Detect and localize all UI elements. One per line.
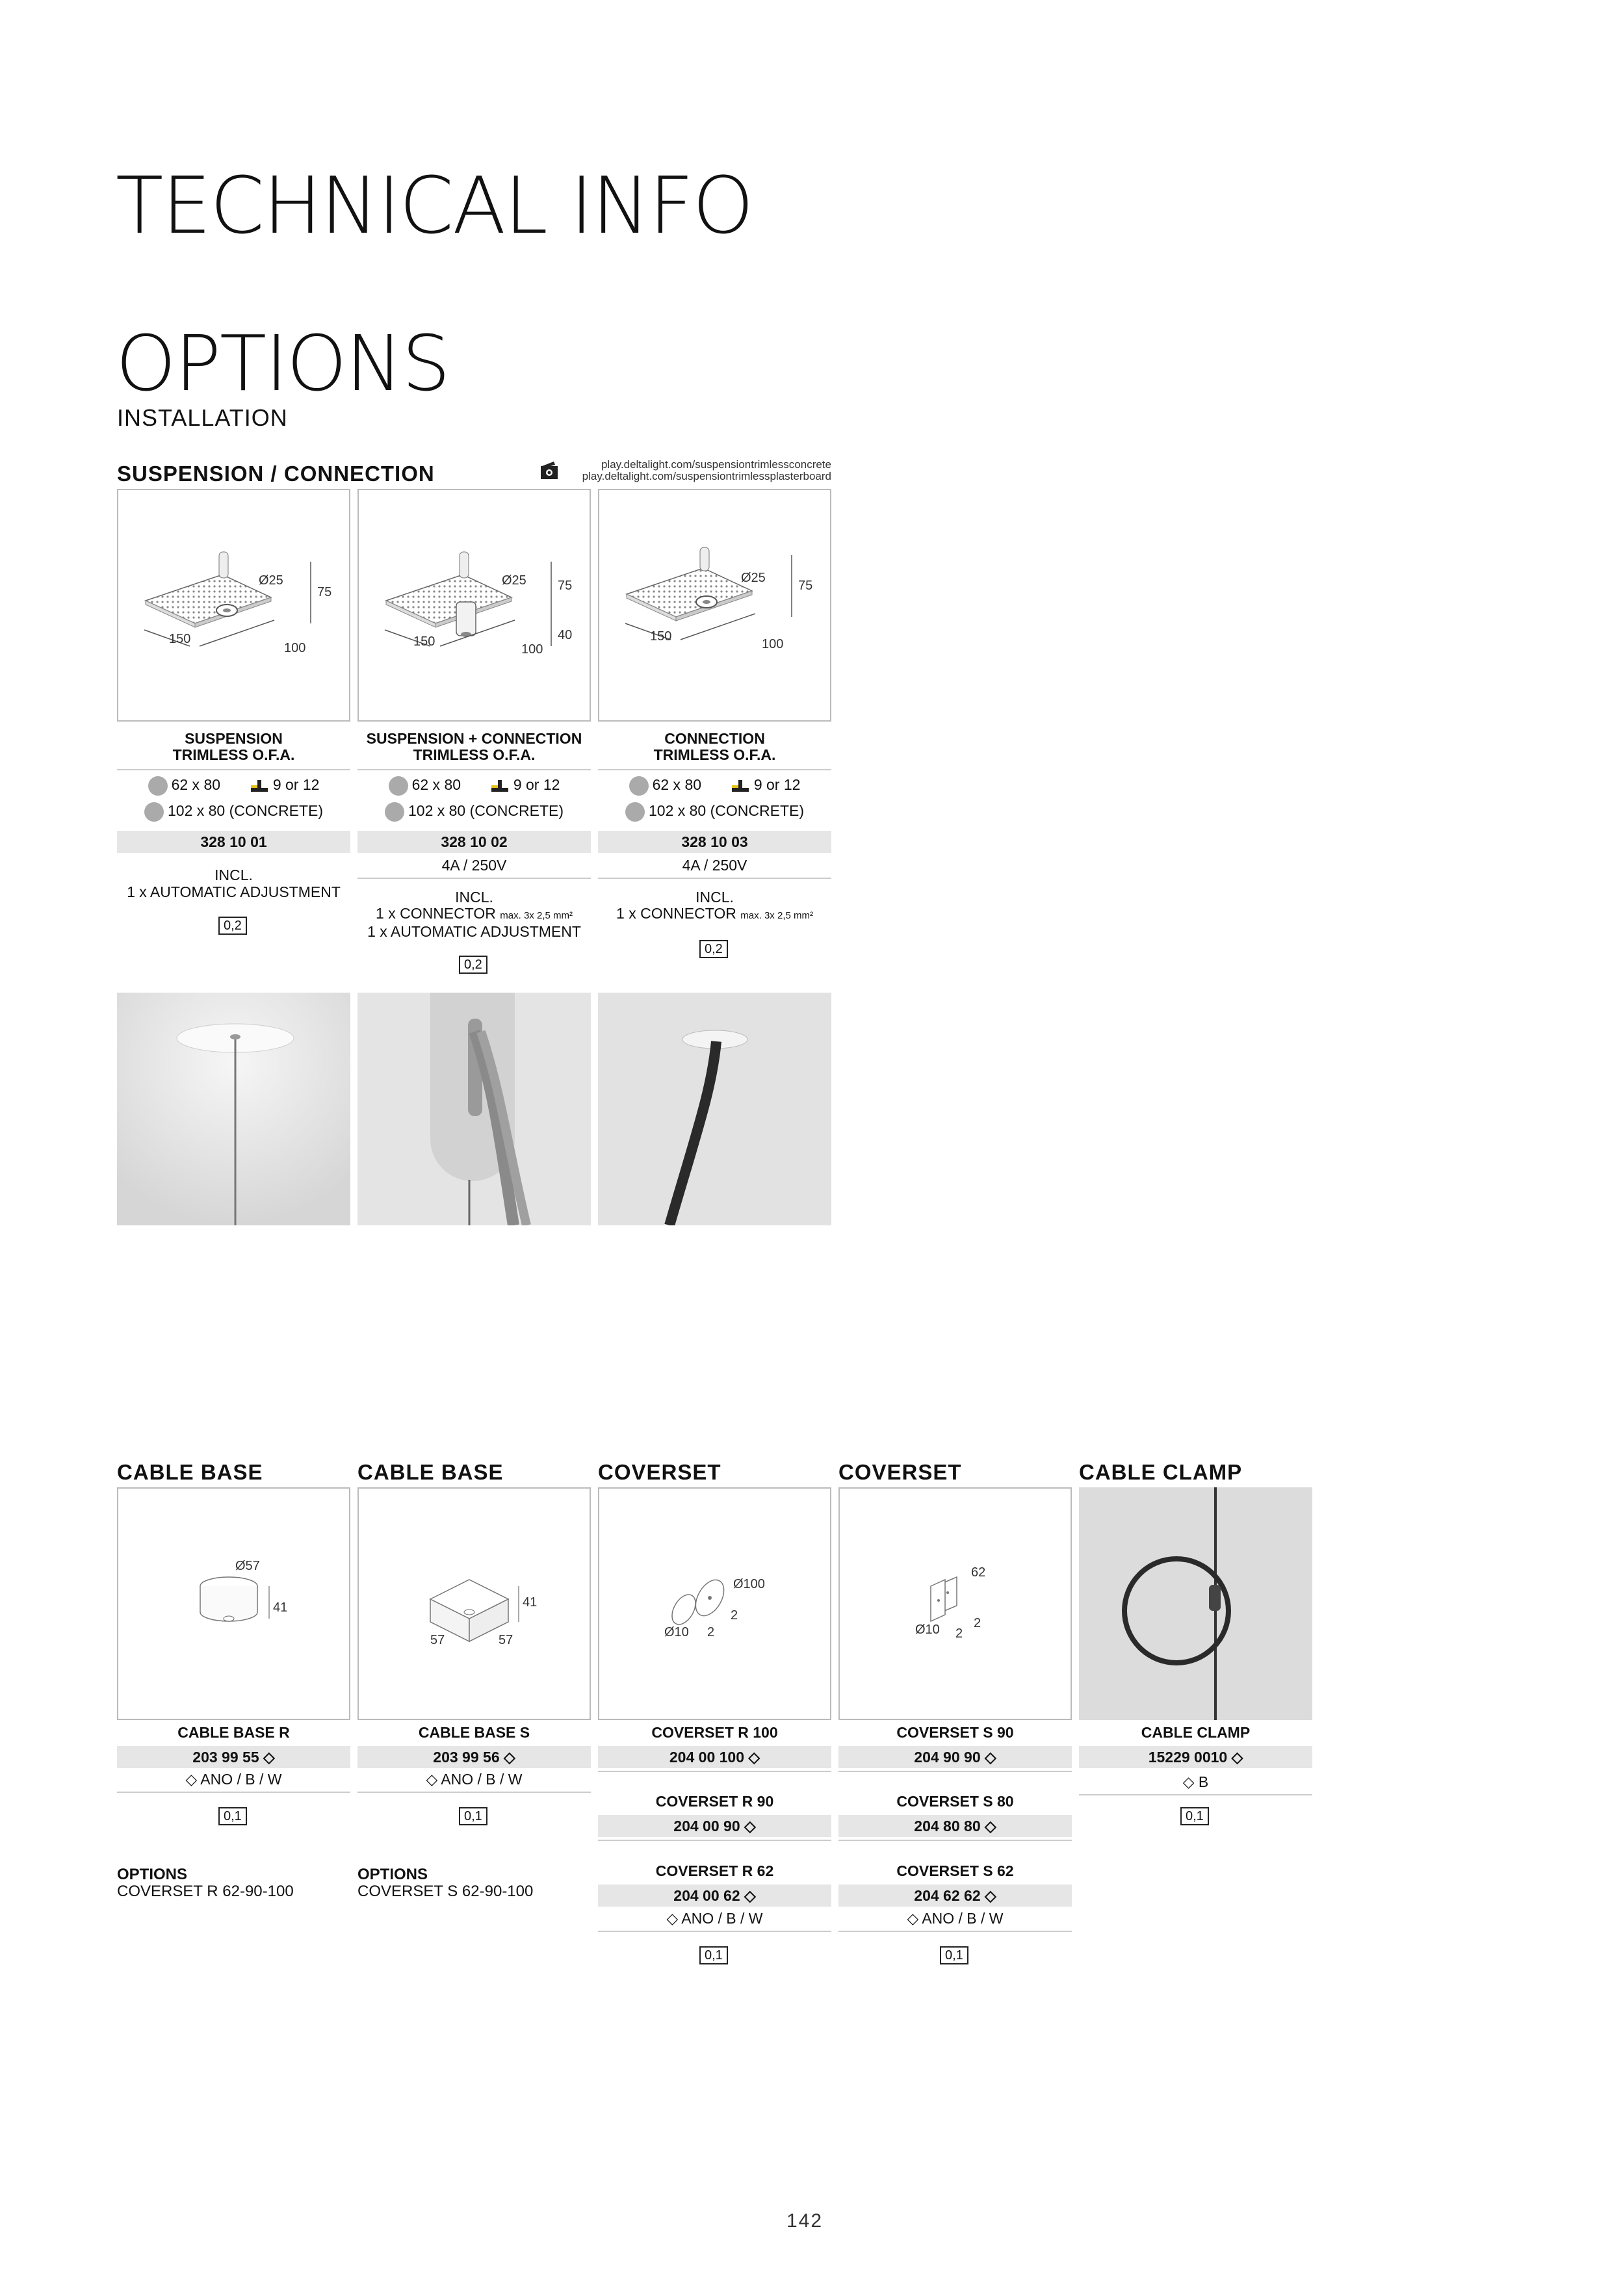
included-items [357, 889, 591, 940]
product-name-line2: TRIMLESS O.F.A. [653, 746, 776, 763]
weight-badge: 0,1 [1180, 1807, 1209, 1825]
connection-plate-drawing [599, 490, 830, 720]
coverset-s-drawing [840, 1489, 1071, 1719]
article-code: 328 10 02 [357, 831, 591, 853]
included-label: INCL. [455, 889, 493, 906]
article-code: 204 00 100 ◇ [598, 1746, 831, 1768]
ceiling-thickness-icon [732, 779, 749, 793]
product-name-line1: CONNECTION [664, 730, 765, 747]
product-name-line2: TRIMLESS O.F.A. [172, 746, 295, 763]
divider [357, 1792, 591, 1793]
dim-thickness-2: 2 [731, 1608, 738, 1623]
coverset-s-heading: COVERSET [838, 1460, 962, 1484]
concrete-cutout-value: 102 x 80 (CONCRETE) [167, 802, 323, 820]
divider [598, 1931, 831, 1932]
photo-suspension [117, 993, 350, 1225]
product-name: COVERSET S 62 [896, 1862, 1014, 1879]
video-icon [541, 460, 558, 480]
cutout-icon [625, 802, 645, 822]
cutout-icon [144, 802, 164, 822]
weight-badge: 0,1 [459, 1807, 487, 1825]
weight-badge: 0,1 [218, 1807, 247, 1825]
article-code: 203 99 56 ◇ [357, 1746, 591, 1768]
divider [117, 1792, 350, 1793]
url-plasterboard[interactable]: play.deltalight.com/suspensiontrimlessplasterboard [582, 470, 831, 482]
dim-thickness: 2 [955, 1626, 963, 1641]
article-code: 204 80 80 ◇ [838, 1815, 1072, 1837]
drawing-cable-base-r [117, 1487, 350, 1720]
dim-depth: 100 [284, 641, 306, 655]
included-item: 1 x AUTOMATIC ADJUSTMENT [367, 923, 581, 940]
dim-diameter: Ø25 [259, 573, 283, 588]
divider [598, 878, 831, 879]
options-label: OPTIONS [117, 1866, 188, 1883]
finish-options: ◇ B [1182, 1773, 1209, 1790]
dim-diameter: Ø100 [733, 1577, 765, 1591]
cutout-icon [385, 802, 404, 822]
article-code: 203 99 55 ◇ [117, 1746, 350, 1768]
dim-height: 41 [273, 1600, 288, 1615]
dim-width: 57 [430, 1633, 445, 1647]
product-name-line1: SUSPENSION + CONNECTION [366, 730, 582, 747]
included-item: 1 x AUTOMATIC ADJUSTMENT [127, 883, 341, 900]
drawing-coverset-s [838, 1487, 1072, 1720]
product-name: COVERSET R 90 [655, 1793, 774, 1810]
subsection-title: INSTALLATION [117, 404, 288, 431]
cutout-value: 62 x 80 [171, 776, 221, 794]
included-label: INCL. [695, 889, 734, 906]
divider [598, 769, 831, 770]
page-number: 142 [786, 2210, 824, 2232]
dim-depth: 100 [521, 642, 543, 657]
concrete-cutout-row [357, 802, 591, 822]
article-code: 204 90 90 ◇ [838, 1746, 1072, 1768]
cutout-row [357, 776, 591, 796]
included-label: INCL. [214, 867, 253, 883]
included-item [357, 906, 591, 924]
ceiling-thickness-value: 9 or 12 [513, 776, 560, 794]
weight-badge: 0,2 [699, 940, 728, 958]
finish-options: ◇ ANO / B / W [666, 1910, 763, 1927]
coverset-r-heading: COVERSET [598, 1460, 721, 1484]
included-items [598, 889, 831, 924]
drawing-coverset-r [598, 1487, 831, 1720]
concrete-cutout-value: 102 x 80 (CONCRETE) [408, 802, 564, 820]
dim-hole: Ø10 [915, 1623, 940, 1637]
included-item [598, 906, 831, 924]
dim-height: 75 [317, 585, 332, 599]
weight-badge: 0,1 [699, 1946, 728, 1964]
suspension-plate-drawing [118, 490, 349, 720]
drawing-cable-base-s [357, 1487, 591, 1720]
finish-options: ◇ ANO / B / W [907, 1910, 1004, 1927]
ceiling-thickness-value: 9 or 12 [272, 776, 320, 794]
product-name: COVERSET R 100 [651, 1724, 778, 1741]
finish-options: ◇ ANO / B / W [185, 1771, 282, 1788]
cutout-icon [389, 776, 408, 796]
ceiling-thickness-icon [491, 779, 508, 793]
drawing-suspension-connection [357, 489, 591, 722]
dim-depth: 57 [499, 1633, 513, 1647]
divider [598, 1840, 831, 1841]
cutout-icon [629, 776, 649, 796]
cable-clamp-heading: CABLE CLAMP [1079, 1460, 1243, 1484]
product-name: CABLE CLAMP [1141, 1724, 1251, 1741]
product-name-line1: SUSPENSION [185, 730, 283, 747]
product-name: CABLE BASE S [418, 1724, 530, 1741]
finish-options: ◇ ANO / B / W [426, 1771, 523, 1788]
dim-hole: Ø10 [664, 1625, 689, 1639]
divider [838, 1771, 1072, 1772]
concrete-cutout-row [598, 802, 831, 822]
url-concrete[interactable]: play.deltalight.com/suspensiontrimlessconcrete [601, 458, 831, 471]
section-title: OPTIONS [116, 319, 449, 408]
options-text: COVERSET S 62-90-100 [357, 1883, 534, 1900]
power-rating: 4A / 250V [682, 857, 747, 874]
cable-base-s-heading: CABLE BASE [357, 1460, 504, 1484]
photo-cable-clamp [1079, 1487, 1312, 1720]
divider [117, 769, 350, 770]
connector-spec: max. 3x 2,5 mm² [500, 910, 573, 921]
options-text: COVERSET R 62-90-100 [117, 1883, 294, 1900]
cutout-value: 62 x 80 [411, 776, 461, 794]
product-name: CABLE BASE R [177, 1724, 290, 1741]
page-title: TECHNICAL INFO [116, 161, 753, 252]
cutout-row [117, 776, 350, 796]
dim-thickness: 2 [707, 1625, 715, 1639]
divider [838, 1931, 1072, 1932]
divider [357, 878, 591, 879]
weight-badge: 0,2 [218, 917, 247, 935]
dim-height: 75 [558, 579, 573, 593]
product-name-suspension-connection [357, 731, 591, 763]
dim-diameter: Ø25 [741, 571, 766, 585]
product-name-line2: TRIMLESS O.F.A. [413, 746, 536, 763]
dim-height: 75 [798, 579, 813, 593]
drawing-connection [598, 489, 831, 722]
dim-diameter: Ø25 [502, 573, 526, 588]
cable-base-r-heading: CABLE BASE [117, 1460, 263, 1484]
divider [838, 1840, 1072, 1841]
divider [357, 769, 591, 770]
concrete-cutout-row [117, 802, 350, 822]
product-name-suspension [117, 731, 350, 763]
article-code: 204 00 90 ◇ [598, 1815, 831, 1837]
dim-connector-height: 40 [558, 628, 573, 642]
dim-width: 150 [650, 629, 672, 644]
article-code: 204 62 62 ◇ [838, 1885, 1072, 1907]
photo-suspension-connection [357, 993, 591, 1225]
divider [598, 1771, 831, 1772]
options-label: OPTIONS [357, 1866, 428, 1883]
included-items [117, 867, 350, 900]
ceiling-thickness-icon [251, 779, 268, 793]
suspension-connection-plate-drawing [359, 490, 590, 720]
weight-badge: 0,1 [940, 1946, 968, 1964]
product-name: COVERSET R 62 [655, 1862, 774, 1879]
article-code: 15229 0010 ◇ [1079, 1746, 1312, 1768]
cable-base-s-drawing [359, 1489, 590, 1719]
cutout-row [598, 776, 831, 796]
product-name-connection [598, 731, 831, 763]
article-code: 328 10 01 [117, 831, 350, 853]
article-code: 204 00 62 ◇ [598, 1885, 831, 1907]
divider [1079, 1794, 1312, 1795]
connector-label: 1 x CONNECTOR [376, 905, 496, 922]
suspension-heading: SUSPENSION / CONNECTION [117, 462, 435, 486]
power-rating: 4A / 250V [441, 857, 507, 874]
dim-height: 41 [523, 1595, 538, 1610]
article-code: 328 10 03 [598, 831, 831, 853]
product-name: COVERSET S 80 [896, 1793, 1014, 1810]
dim-width: 62 [971, 1565, 986, 1580]
concrete-cutout-value: 102 x 80 (CONCRETE) [648, 802, 804, 820]
dim-depth: 100 [762, 637, 784, 651]
cutout-value: 62 x 80 [652, 776, 702, 794]
drawing-suspension [117, 489, 350, 722]
dim-width: 150 [413, 634, 435, 649]
cutout-icon [148, 776, 168, 796]
connector-spec: max. 3x 2,5 mm² [740, 910, 813, 921]
coverset-r-drawing [599, 1489, 830, 1719]
ceiling-thickness-value: 9 or 12 [753, 776, 801, 794]
photo-connection [598, 993, 831, 1225]
dim-diameter: Ø57 [235, 1559, 260, 1573]
cable-base-r-drawing [118, 1489, 349, 1719]
weight-badge: 0,2 [459, 956, 487, 974]
dim-width: 150 [169, 632, 191, 646]
connector-label: 1 x CONNECTOR [616, 905, 736, 922]
dim-thickness-2: 2 [974, 1616, 981, 1630]
product-name: COVERSET S 90 [896, 1724, 1014, 1741]
